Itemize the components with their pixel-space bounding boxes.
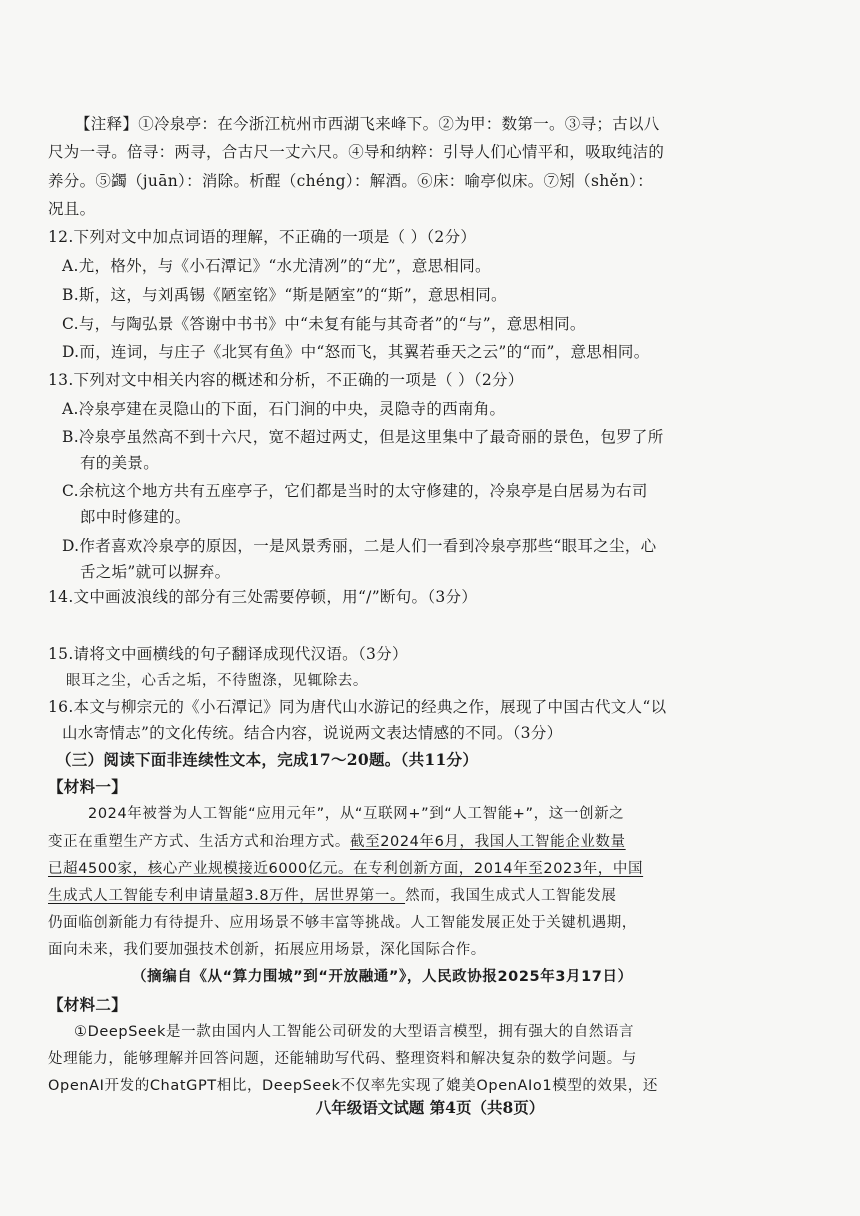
question-13-option-c-line-2: 郎中时修建的。	[80, 508, 191, 526]
material-1-line-2-plain: 变正在重塑生产方式、生活方式和治理方式。	[48, 834, 350, 850]
material-2-line-1: ①DeepSeek是一款由国内人工智能公司研发的大型语言模型，拥有强大的自然语言	[74, 1024, 635, 1040]
material-2-line-2: 处理能力，能够理解并回答问题，还能辅助写代码、整理资料和解决复杂的数学问题。与	[48, 1051, 637, 1067]
question-15-stem: 15.请将文中画横线的句子翻译成现代汉语。（3分）	[48, 645, 408, 663]
question-14: 14.文中画波浪线的部分有三处需要停顿，用“/”断句。（3分）	[48, 588, 478, 606]
material-1-line-5: 仍面临创新能力有待提升、应用场景不够丰富等挑战。人工智能发展正处于关键机遇期，	[48, 915, 637, 931]
question-12-option-c: C.与，与陶弘景《答谢中书书》中“未复有能与其奇者”的“与”，意思相同。	[62, 315, 586, 333]
material-2-heading: 【材料二】	[48, 995, 128, 1014]
material-1-line-1: 2024年被誉为人工智能“应用元年”，从“互联网+”到“人工智能+”，这一创新之	[88, 806, 625, 822]
question-16-line-1: 16.本文与柳宗元的《小石潭记》同为唐代山水游记的经典之作，展现了中国古代文人“以	[48, 698, 667, 716]
question-13-option-b-line-1: B.冷泉亭虽然高不到十六尺，宽不超过两丈，但是这里集中了最奇丽的景色，包罗了所	[62, 428, 664, 446]
question-12-option-a: A.尤，格外，与《小石潭记》“水尤清冽”的“尤”，意思相同。	[62, 257, 491, 275]
question-13-stem: 13.下列对文中相关内容的概述和分析，不正确的一项是（ ）（2分）	[48, 371, 524, 389]
question-12-option-b: B.斯，这，与刘禹锡《陋室铭》“斯是陋室”的“斯”，意思相同。	[62, 286, 507, 304]
notes-line-3: 养分。⑤蠲（juān）：消除。析酲（chéng）：解酒。⑥床：喻亭似床。⑦矧（shěn）：	[48, 172, 654, 190]
question-15-quote: 眼耳之尘，心舌之垢，不待盥涤，见辄除去。	[66, 673, 368, 689]
material-1-line-2	[48, 829, 626, 855]
material-1-line-3: 已超4500家，核心产业规模接近6000亿元。在专利创新方面，2014年至2023年，中国	[48, 861, 644, 877]
section-3-title: （三）阅读下面非连续性文本，完成17～20题。（共11分）	[56, 750, 479, 769]
material-1-line-6: 面向未来，我们要加强技术创新，拓展应用场景，深化国际合作。	[48, 942, 486, 958]
question-13-option-b-line-2: 有的美景。	[80, 454, 160, 472]
notes-line-4: 况且。	[48, 200, 96, 218]
question-12-stem: 12.下列对文中加点词语的理解，不正确的一项是（ ）（2分）	[48, 228, 477, 246]
question-13-option-c-line-1: C.余杭这个地方共有五座亭子，它们都是当时的太守修建的，冷泉亭是白居易为右司	[62, 482, 648, 500]
material-1-line-4	[48, 883, 616, 909]
question-13-option-a: A.冷泉亭建在灵隐山的下面，石门涧的中央，灵隐寺的西南角。	[62, 400, 506, 418]
material-1-source: （摘编自《从“算力围城”到“开放融通”》，人民政协报2025年3月17日）	[132, 969, 633, 985]
material-2-line-3: OpenAI开发的ChatGPT相比，DeepSeek不仅率先实现了媲美OpenAIo1模型的效果，还	[48, 1078, 658, 1094]
material-1-line-4-plain: 然而，我国生成式人工智能发展	[405, 888, 617, 904]
material-1-line-2-underlined: 截至2024年6月，我国人工智能企业数量	[350, 834, 626, 850]
notes-line-2: 尺为一寻。倍寻：两寻，合古尺一丈六尺。④导和纳粹：引导人们心情平和，吸取纯洁的	[48, 143, 665, 161]
question-13-option-d-line-2: 舌之垢”就可以摒弃。	[80, 563, 231, 581]
question-16-line-2: 山水寄情志”的文化传统。结合内容，说说两文表达情感的不同。（3分）	[62, 724, 563, 742]
question-13-option-d-line-1: D.作者喜欢冷泉亭的原因，一是风景秀丽，二是人们一看到冷泉亭那些“眼耳之尘，心	[62, 537, 657, 555]
notes-line-1: 【注释】①冷泉亭：在今浙江杭州市西湖飞来峰下。②为甲：数第一。③寻；古以八	[75, 115, 660, 133]
question-12-option-d: D.而，连词，与庄子《北冥有鱼》中“怒而飞，其翼若垂天之云”的“而”，意思相同。	[62, 343, 650, 361]
material-1-line-4-underlined: 生成式人工智能专利申请量超3.8万件，居世界第一。	[48, 888, 406, 904]
material-1-heading: 【材料一】	[48, 777, 128, 796]
page-footer: 八年级语文试题 第4页（共8页）	[315, 1098, 545, 1117]
